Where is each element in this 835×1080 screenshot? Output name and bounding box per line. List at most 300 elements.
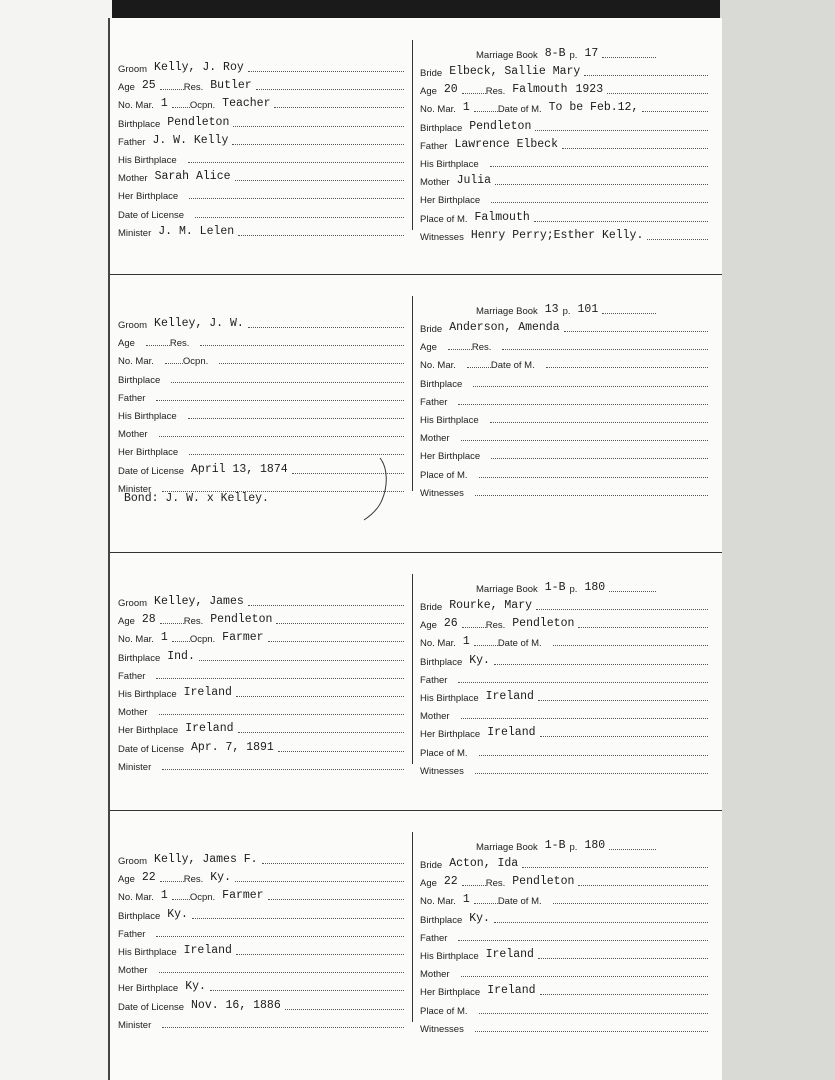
groom-minister-rule [162, 1026, 404, 1028]
bride-age-rule [462, 884, 486, 886]
groom-row [118, 94, 404, 111]
groom-res-value: Butler [210, 79, 252, 93]
bride-no-mar-label: No. Mar. [420, 360, 456, 372]
bride-her_birthplace-rule [540, 993, 708, 995]
bride-witnesses-rule [475, 494, 708, 496]
groom-row [118, 719, 404, 736]
groom-mother-label: Mother [118, 173, 148, 185]
marriage-book-label: Marriage Book [476, 842, 538, 853]
bride-his-birthplace-label: His Birthplace [420, 951, 479, 962]
marriage-book-value: 1-B [544, 581, 566, 594]
bride-name-label: Bride [420, 324, 443, 335]
groom-row [118, 868, 404, 885]
bride-date-of-m-label: Date of M. [490, 360, 535, 372]
bride-birthplace-rule [494, 921, 708, 923]
groom-minister-value [154, 772, 162, 773]
groom-his-birthplace-value: Ireland [183, 944, 232, 957]
bride-name-value: Elbeck, Sallie Mary [449, 65, 581, 78]
bride-row [420, 890, 708, 907]
groom-no_mar-rule [172, 898, 190, 900]
bride-place-of-m-value: Falmouth [474, 210, 530, 224]
bride-place_of_m-rule [479, 1012, 708, 1014]
page-rule [609, 590, 656, 592]
groom-father-value: J. W. Kelly [152, 133, 229, 147]
groom-date-of-license-value: Apr. 7, 1891 [191, 740, 274, 754]
bride-row [420, 614, 708, 631]
bride-row [420, 705, 708, 722]
groom-her-birthplace-value: Ireland [185, 722, 234, 736]
groom-her_birthplace-rule [210, 989, 404, 991]
groom-res-rule [256, 88, 404, 90]
bride-row [420, 135, 708, 152]
bride-her-birthplace-label: Her Birthplace [420, 987, 481, 999]
bride-age-label: Age [420, 342, 437, 354]
groom-no-mar-value: 1 [160, 97, 168, 111]
groom-res-rule [200, 344, 404, 346]
groom-father-rule [232, 143, 404, 145]
bride-res-value: Falmouth [512, 83, 568, 97]
bride-his-birthplace-label: His Birthplace [420, 693, 479, 704]
bride-mother-rule [461, 717, 708, 719]
groom-his-birthplace-value [180, 421, 188, 422]
groom-row [118, 350, 404, 367]
bride-row [420, 391, 708, 408]
bride-witnesses-rule [647, 238, 708, 240]
bride-his-birthplace-value [482, 169, 490, 170]
groom-row [118, 647, 404, 664]
bride-name-rule [536, 608, 708, 610]
groom-ocpn-rule [268, 640, 404, 642]
bride-row [420, 945, 708, 962]
bride-date-of-m-label: Date of M. [497, 104, 542, 116]
bride-row [420, 760, 708, 777]
groom-her_birthplace-rule [189, 197, 404, 199]
bride-no-mar-value [459, 370, 467, 371]
bride-age-label: Age [420, 878, 437, 890]
bride-birthplace-label: Birthplace [420, 122, 463, 134]
bride-her-birthplace-value [483, 461, 491, 462]
bride-age-value: 20 [443, 83, 458, 97]
groom-father-value [148, 681, 156, 682]
groom-no_mar-rule [172, 640, 190, 642]
groom-name-value: Kelly, James F. [154, 853, 258, 866]
groom-row [118, 886, 404, 903]
page-label: p. [562, 306, 571, 317]
bride-mother-value [453, 721, 461, 722]
groom-row [118, 332, 404, 349]
groom-ocpn-value: Farmer [222, 889, 264, 903]
groom-date-of-license-value: Nov. 16, 1886 [191, 998, 281, 1012]
bride-witnesses-label: Witnesses [420, 765, 464, 777]
groom-name-rule [262, 862, 404, 864]
bride-age-value: 26 [443, 617, 458, 631]
groom-birthplace-value [163, 385, 171, 386]
bride-father-value [450, 685, 458, 686]
bride-row [420, 742, 708, 759]
groom-her-birthplace-value: Ky. [185, 980, 206, 994]
groom-his_birthplace-rule [236, 695, 404, 697]
groom-no-mar-label: No. Mar. [118, 892, 154, 904]
bride-birthplace-value: Pendleton [469, 119, 532, 133]
bride-name-value: Anderson, Amenda [449, 321, 560, 334]
bride-birthplace-label: Birthplace [420, 656, 463, 668]
bride-mother-rule [461, 975, 708, 977]
groom-res-label: Res. [183, 616, 204, 628]
marriage-card [110, 574, 722, 784]
groom-date-of-license-label: Date of License [118, 1001, 185, 1013]
bride-res-value: Pendleton [512, 875, 575, 889]
page-value: 180 [584, 839, 606, 852]
bride-name-rule [564, 330, 708, 332]
bride-her-birthplace-value: Ireland [487, 726, 536, 740]
groom-row [118, 1014, 404, 1031]
page-value: 17 [584, 47, 599, 60]
bride-place-of-m-value [471, 480, 479, 481]
bride-date-of-m-value [545, 648, 553, 649]
page-label: p. [569, 584, 578, 595]
bride-witnesses-rule [475, 1030, 708, 1032]
groom-row [118, 850, 404, 867]
bride-row [420, 464, 708, 481]
bride-father-label: Father [420, 932, 448, 944]
bride-his-birthplace-value: Ireland [485, 690, 534, 703]
bride-place-of-m-value [471, 758, 479, 759]
groom-age-value: 22 [141, 871, 156, 885]
bride-birthplace-value: Ky. [469, 911, 490, 925]
groom-mother-value [151, 717, 159, 718]
groom-row [118, 683, 404, 700]
bride-res-extra-value: 1923 [575, 83, 604, 97]
groom-father-label: Father [118, 392, 146, 404]
groom-minister-rule [238, 234, 404, 236]
page-rule [602, 312, 656, 314]
groom-row [118, 665, 404, 682]
groom-father-value [148, 939, 156, 940]
bride-birthplace-rule [473, 385, 708, 387]
groom-row [118, 185, 404, 202]
groom-row [118, 923, 404, 940]
bride-date_of_m-rule [553, 902, 708, 904]
bride-row [420, 171, 708, 188]
bride-no-mar-label: No. Mar. [420, 638, 456, 650]
bride-place_of_m-rule [479, 754, 708, 756]
groom-her-birthplace-label: Her Birthplace [118, 725, 179, 737]
marriage-book-value: 8-B [544, 47, 566, 60]
marriage-book-row [476, 578, 656, 595]
groom-age-rule [146, 344, 170, 346]
bride-birthplace-rule [494, 663, 708, 665]
bride-name-label: Bride [420, 68, 443, 79]
groom-res-label: Res. [183, 874, 204, 886]
bride-mother-value [453, 979, 461, 980]
bride-father-rule [458, 403, 708, 405]
groom-date-of-license-label: Date of License [118, 209, 185, 221]
bride-row [420, 723, 708, 740]
groom-ocpn-value: Farmer [222, 631, 264, 645]
groom-minister-value [154, 1030, 162, 1031]
groom-res-value: Pendleton [210, 613, 273, 627]
bride-res-extra-rule [607, 92, 708, 94]
groom-ocpn-label: Ocpn. [182, 356, 209, 368]
groom-his_birthplace-rule [188, 417, 404, 419]
groom-row [118, 610, 404, 627]
groom-mother-value [151, 975, 159, 976]
bride-no-mar-value: 1 [462, 893, 470, 907]
bride-res-rule [578, 884, 708, 886]
column-divider [412, 574, 413, 764]
bride-father-label: Father [420, 396, 448, 408]
groom-no_mar-rule [165, 362, 183, 364]
bride-age-label: Age [420, 620, 437, 632]
groom-no_mar-rule [172, 106, 190, 108]
bride-name-label: Bride [420, 602, 443, 613]
marriage-book-row [476, 44, 656, 61]
groom-mother-value: Sarah Alice [154, 170, 231, 184]
bride-her-birthplace-value [483, 205, 491, 206]
bride-place-of-m-label: Place of M. [420, 469, 468, 481]
groom-her-birthplace-label: Her Birthplace [118, 191, 179, 203]
groom-her_birthplace-rule [238, 731, 404, 733]
groom-ocpn-value: Teacher [222, 97, 271, 111]
groom-ocpn-label: Ocpn. [189, 634, 216, 646]
groom-birthplace-label: Birthplace [118, 652, 161, 664]
bride-father-rule [458, 681, 708, 683]
bride-father-value [450, 943, 458, 944]
card-separator [110, 274, 722, 275]
bride-her_birthplace-rule [491, 457, 708, 459]
bride-row [420, 981, 708, 998]
groom-name-rule [248, 70, 404, 72]
bride-row [420, 482, 708, 499]
page-label: p. [569, 50, 578, 61]
bride-row [420, 927, 708, 944]
bride-row [420, 596, 708, 613]
groom-his-birthplace-label: His Birthplace [118, 689, 177, 700]
groom-age-label: Age [118, 874, 135, 886]
groom-minister-value: J. M. Lelen [158, 224, 235, 238]
bride-row [420, 445, 708, 462]
bride-res-rule [578, 626, 708, 628]
bride-no_mar-rule [474, 902, 498, 904]
groom-row [118, 131, 404, 148]
groom-row [118, 941, 404, 958]
groom-name-value: Kelley, James [154, 595, 244, 608]
groom-mother-label: Mother [118, 707, 148, 719]
bride-name-rule [584, 74, 708, 76]
groom-his-birthplace-value: Ireland [183, 686, 232, 699]
groom-age-rule [160, 880, 184, 882]
groom-res-label: Res. [183, 82, 204, 94]
scan-top-border [0, 0, 835, 18]
groom-his_birthplace-rule [188, 161, 404, 163]
bride-witnesses-label: Witnesses [420, 487, 464, 499]
bride-his-birthplace-label: His Birthplace [420, 415, 479, 426]
groom-row [118, 314, 404, 331]
bride-no-mar-label: No. Mar. [420, 896, 456, 908]
bride-no_mar-rule [474, 644, 498, 646]
groom-date-of-license-value [187, 220, 195, 221]
bride-her-birthplace-label: Her Birthplace [420, 729, 481, 741]
bride-no_mar-rule [467, 366, 491, 368]
column-divider [412, 296, 413, 491]
groom-date_of_license-rule [278, 750, 404, 752]
bride-father-value: Lawrence Elbeck [454, 137, 558, 151]
bride-birthplace-value: Ky. [469, 653, 490, 667]
groom-birthplace-rule [171, 381, 404, 383]
groom-no-mar-value: 1 [160, 631, 168, 645]
bride-father-label: Father [420, 140, 448, 152]
groom-mother-rule [159, 435, 404, 437]
groom-her-birthplace-value [181, 457, 189, 458]
bride-father-label: Father [420, 674, 448, 686]
groom-date-of-license-label: Date of License [118, 743, 185, 755]
groom-date_of_license-rule [292, 472, 404, 474]
bride-mother-value: Julia [456, 174, 492, 188]
marriage-card [110, 296, 722, 534]
bride-place-of-m-label: Place of M. [420, 213, 468, 225]
groom-birthplace-rule [233, 125, 404, 127]
bride-mother-rule [495, 183, 708, 185]
groom-minister-label: Minister [118, 483, 152, 495]
groom-row [118, 701, 404, 718]
groom-no-mar-label: No. Mar. [118, 634, 154, 646]
groom-age-value: 25 [141, 79, 156, 93]
groom-father-label: Father [118, 136, 146, 148]
groom-date-of-license-value: April 13, 1874 [191, 462, 288, 476]
bride-age-label: Age [420, 86, 437, 98]
bride-name-value: Acton, Ida [449, 857, 519, 870]
groom-res-value: Ky. [210, 871, 231, 885]
bride-witnesses-value [467, 498, 475, 499]
groom-name-rule [248, 326, 404, 328]
bride-birthplace-value [465, 389, 473, 390]
groom-her-birthplace-label: Her Birthplace [118, 983, 179, 995]
bride-res-value [494, 352, 502, 353]
bride-age-rule [448, 348, 472, 350]
groom-her_birthplace-rule [189, 453, 404, 455]
bride-row [420, 354, 708, 371]
groom-birthplace-value: Ky. [167, 907, 188, 921]
bride-name-value: Rourke, Mary [449, 599, 533, 612]
groom-age-value [138, 348, 146, 349]
bride-witnesses-value [467, 776, 475, 777]
bride-no_mar-rule [474, 110, 498, 112]
groom-minister-label: Minister [118, 227, 152, 239]
page-value: 101 [577, 303, 599, 316]
bride-witnesses-rule [475, 772, 708, 774]
bride-row [420, 427, 708, 444]
bride-his-birthplace-value: Ireland [485, 948, 534, 961]
bride-age-value: 22 [443, 875, 458, 889]
marriage-card [110, 40, 722, 252]
groom-row [118, 222, 404, 239]
groom-row [118, 959, 404, 976]
groom-ocpn-label: Ocpn. [189, 100, 216, 112]
bride-age-rule [462, 92, 486, 94]
bride-witnesses-value: Henry Perry;Esther Kelly. [470, 228, 644, 242]
bride-row [420, 909, 708, 926]
groom-mother-label: Mother [118, 965, 148, 977]
groom-father-rule [156, 677, 404, 679]
groom-mother-rule [159, 971, 404, 973]
groom-row [118, 592, 404, 609]
bride-mother-rule [461, 439, 708, 441]
bride-witnesses-label: Witnesses [420, 1023, 464, 1035]
bride-row [420, 208, 708, 225]
bride-birthplace-label: Birthplace [420, 914, 463, 926]
groom-birthplace-rule [192, 917, 404, 919]
groom-his_birthplace-rule [236, 953, 404, 955]
groom-row [118, 460, 404, 477]
bride-his-birthplace-value [482, 425, 490, 426]
bride-no-mar-value: 1 [462, 101, 470, 115]
groom-father-rule [156, 399, 404, 401]
bride-age-rule [462, 626, 486, 628]
bride-row [420, 117, 708, 134]
groom-res-value [192, 348, 200, 349]
bride-row [420, 80, 708, 97]
bride-date_of_m-rule [546, 366, 708, 368]
groom-row [118, 76, 404, 93]
bride-row [420, 409, 708, 426]
bride-date_of_m-rule [553, 644, 708, 646]
groom-age-value: 28 [141, 613, 156, 627]
marriage-book-row [476, 836, 656, 853]
page-value: 180 [584, 581, 606, 594]
groom-row [118, 423, 404, 440]
bride-mother-label: Mother [420, 177, 450, 189]
bride-witnesses-label: Witnesses [420, 231, 464, 243]
page-label: p. [569, 842, 578, 853]
bride-row [420, 1018, 708, 1035]
bride-place-of-m-value [471, 1016, 479, 1017]
groom-row [118, 113, 404, 130]
groom-no-mar-value: 1 [160, 889, 168, 903]
bride-her_birthplace-rule [491, 201, 708, 203]
groom-minister-label: Minister [118, 1019, 152, 1031]
bride-witnesses-value [467, 1034, 475, 1035]
bride-her-birthplace-label: Her Birthplace [420, 195, 481, 207]
bride-birthplace-label: Birthplace [420, 378, 463, 390]
bride-date-of-m-value [538, 370, 546, 371]
bride-place_of_m-rule [479, 476, 708, 478]
bride-date-of-m-label: Date of M. [497, 896, 542, 908]
bride-row [420, 98, 708, 115]
bride-mother-value [453, 443, 461, 444]
groom-row [118, 441, 404, 458]
record-page [108, 18, 722, 1080]
bride-row [420, 651, 708, 668]
bride-mother-label: Mother [420, 711, 450, 723]
scan-right-margin [720, 0, 835, 1080]
groom-mother-label: Mother [118, 429, 148, 441]
bride-res-rule [502, 348, 708, 350]
scan-left-margin [0, 0, 112, 1080]
bride-his_birthplace-rule [490, 421, 708, 423]
bride-row [420, 1000, 708, 1017]
bride-date_of_m-rule [642, 110, 708, 112]
groom-res-rule [276, 622, 404, 624]
bride-date-of-m-value: To be Feb.12, [548, 101, 639, 115]
groom-row [118, 756, 404, 773]
groom-her-birthplace-value [181, 201, 189, 202]
bride-her-birthplace-label: Her Birthplace [420, 451, 481, 463]
groom-mother-value [151, 439, 159, 440]
groom-age-label: Age [118, 82, 135, 94]
bride-father-value [450, 407, 458, 408]
bride-row [420, 963, 708, 980]
card-separator [110, 552, 722, 553]
